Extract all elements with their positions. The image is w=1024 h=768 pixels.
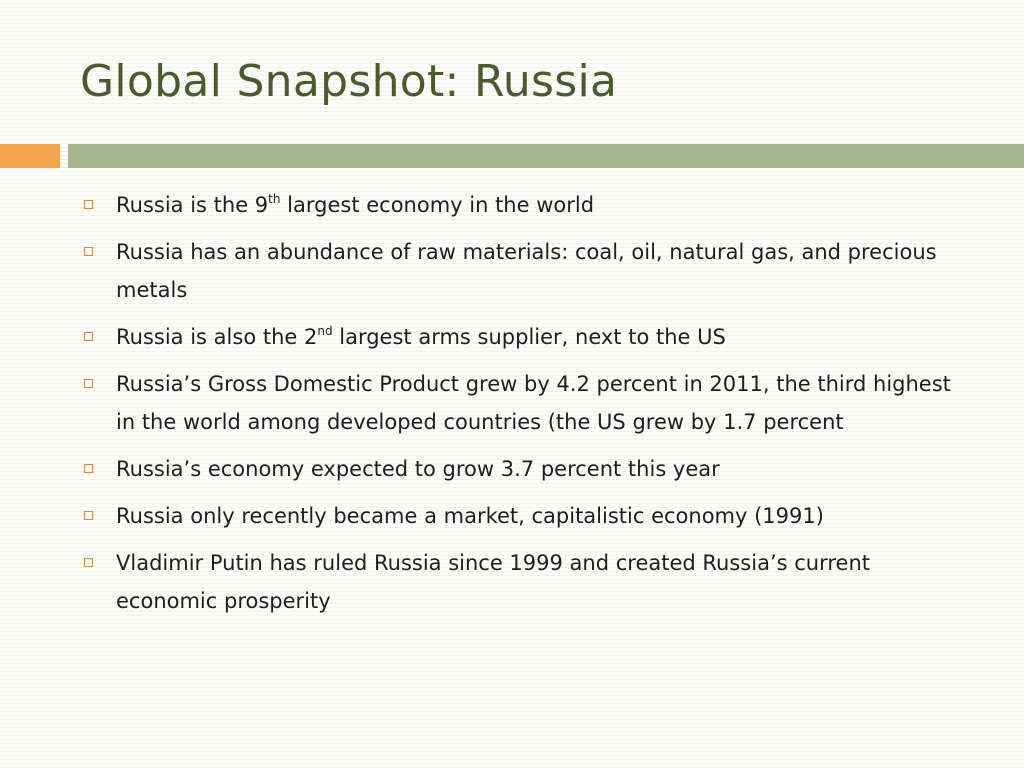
bullet-item xyxy=(80,544,960,620)
bullet-text: Russia’s Gross Domestic Product grew by 4.2 percent in 2011, the third highest in the world among developed countries (the US grew by 1.7 percent xyxy=(116,372,951,434)
square-bullet-icon xyxy=(84,558,93,567)
square-bullet-icon xyxy=(84,464,93,473)
bullet-text: Russia’s economy expected to grow 3.7 percent this year xyxy=(116,457,720,481)
bullet-text: Russia is the 9th largest economy in the world xyxy=(116,192,595,217)
accent-bar-orange xyxy=(0,144,60,168)
bullet-item xyxy=(80,318,960,356)
bullet-item xyxy=(80,233,960,309)
bullet-item xyxy=(80,365,960,441)
accent-bar-green xyxy=(68,144,1024,168)
bullet-text: Russia has an abundance of raw materials: coal, oil, natural gas, and precious metals xyxy=(116,240,937,302)
bullet-text: Russia only recently became a market, capitalistic economy (1991) xyxy=(116,504,824,528)
bullet-text: Vladimir Putin has ruled Russia since 1999 and created Russia’s current economic prosperity xyxy=(116,551,870,613)
bullet-text: Russia is also the 2nd largest arms supplier, next to the US xyxy=(116,324,726,349)
slide-title: Global Snapshot: Russia xyxy=(80,56,618,107)
square-bullet-icon xyxy=(84,332,93,341)
square-bullet-icon xyxy=(84,379,93,388)
bullet-item xyxy=(80,450,960,488)
bullet-item xyxy=(80,497,960,535)
square-bullet-icon xyxy=(84,200,93,209)
bullet-list xyxy=(80,186,960,629)
bullet-item xyxy=(80,186,960,224)
square-bullet-icon xyxy=(84,511,93,520)
square-bullet-icon xyxy=(84,247,93,256)
